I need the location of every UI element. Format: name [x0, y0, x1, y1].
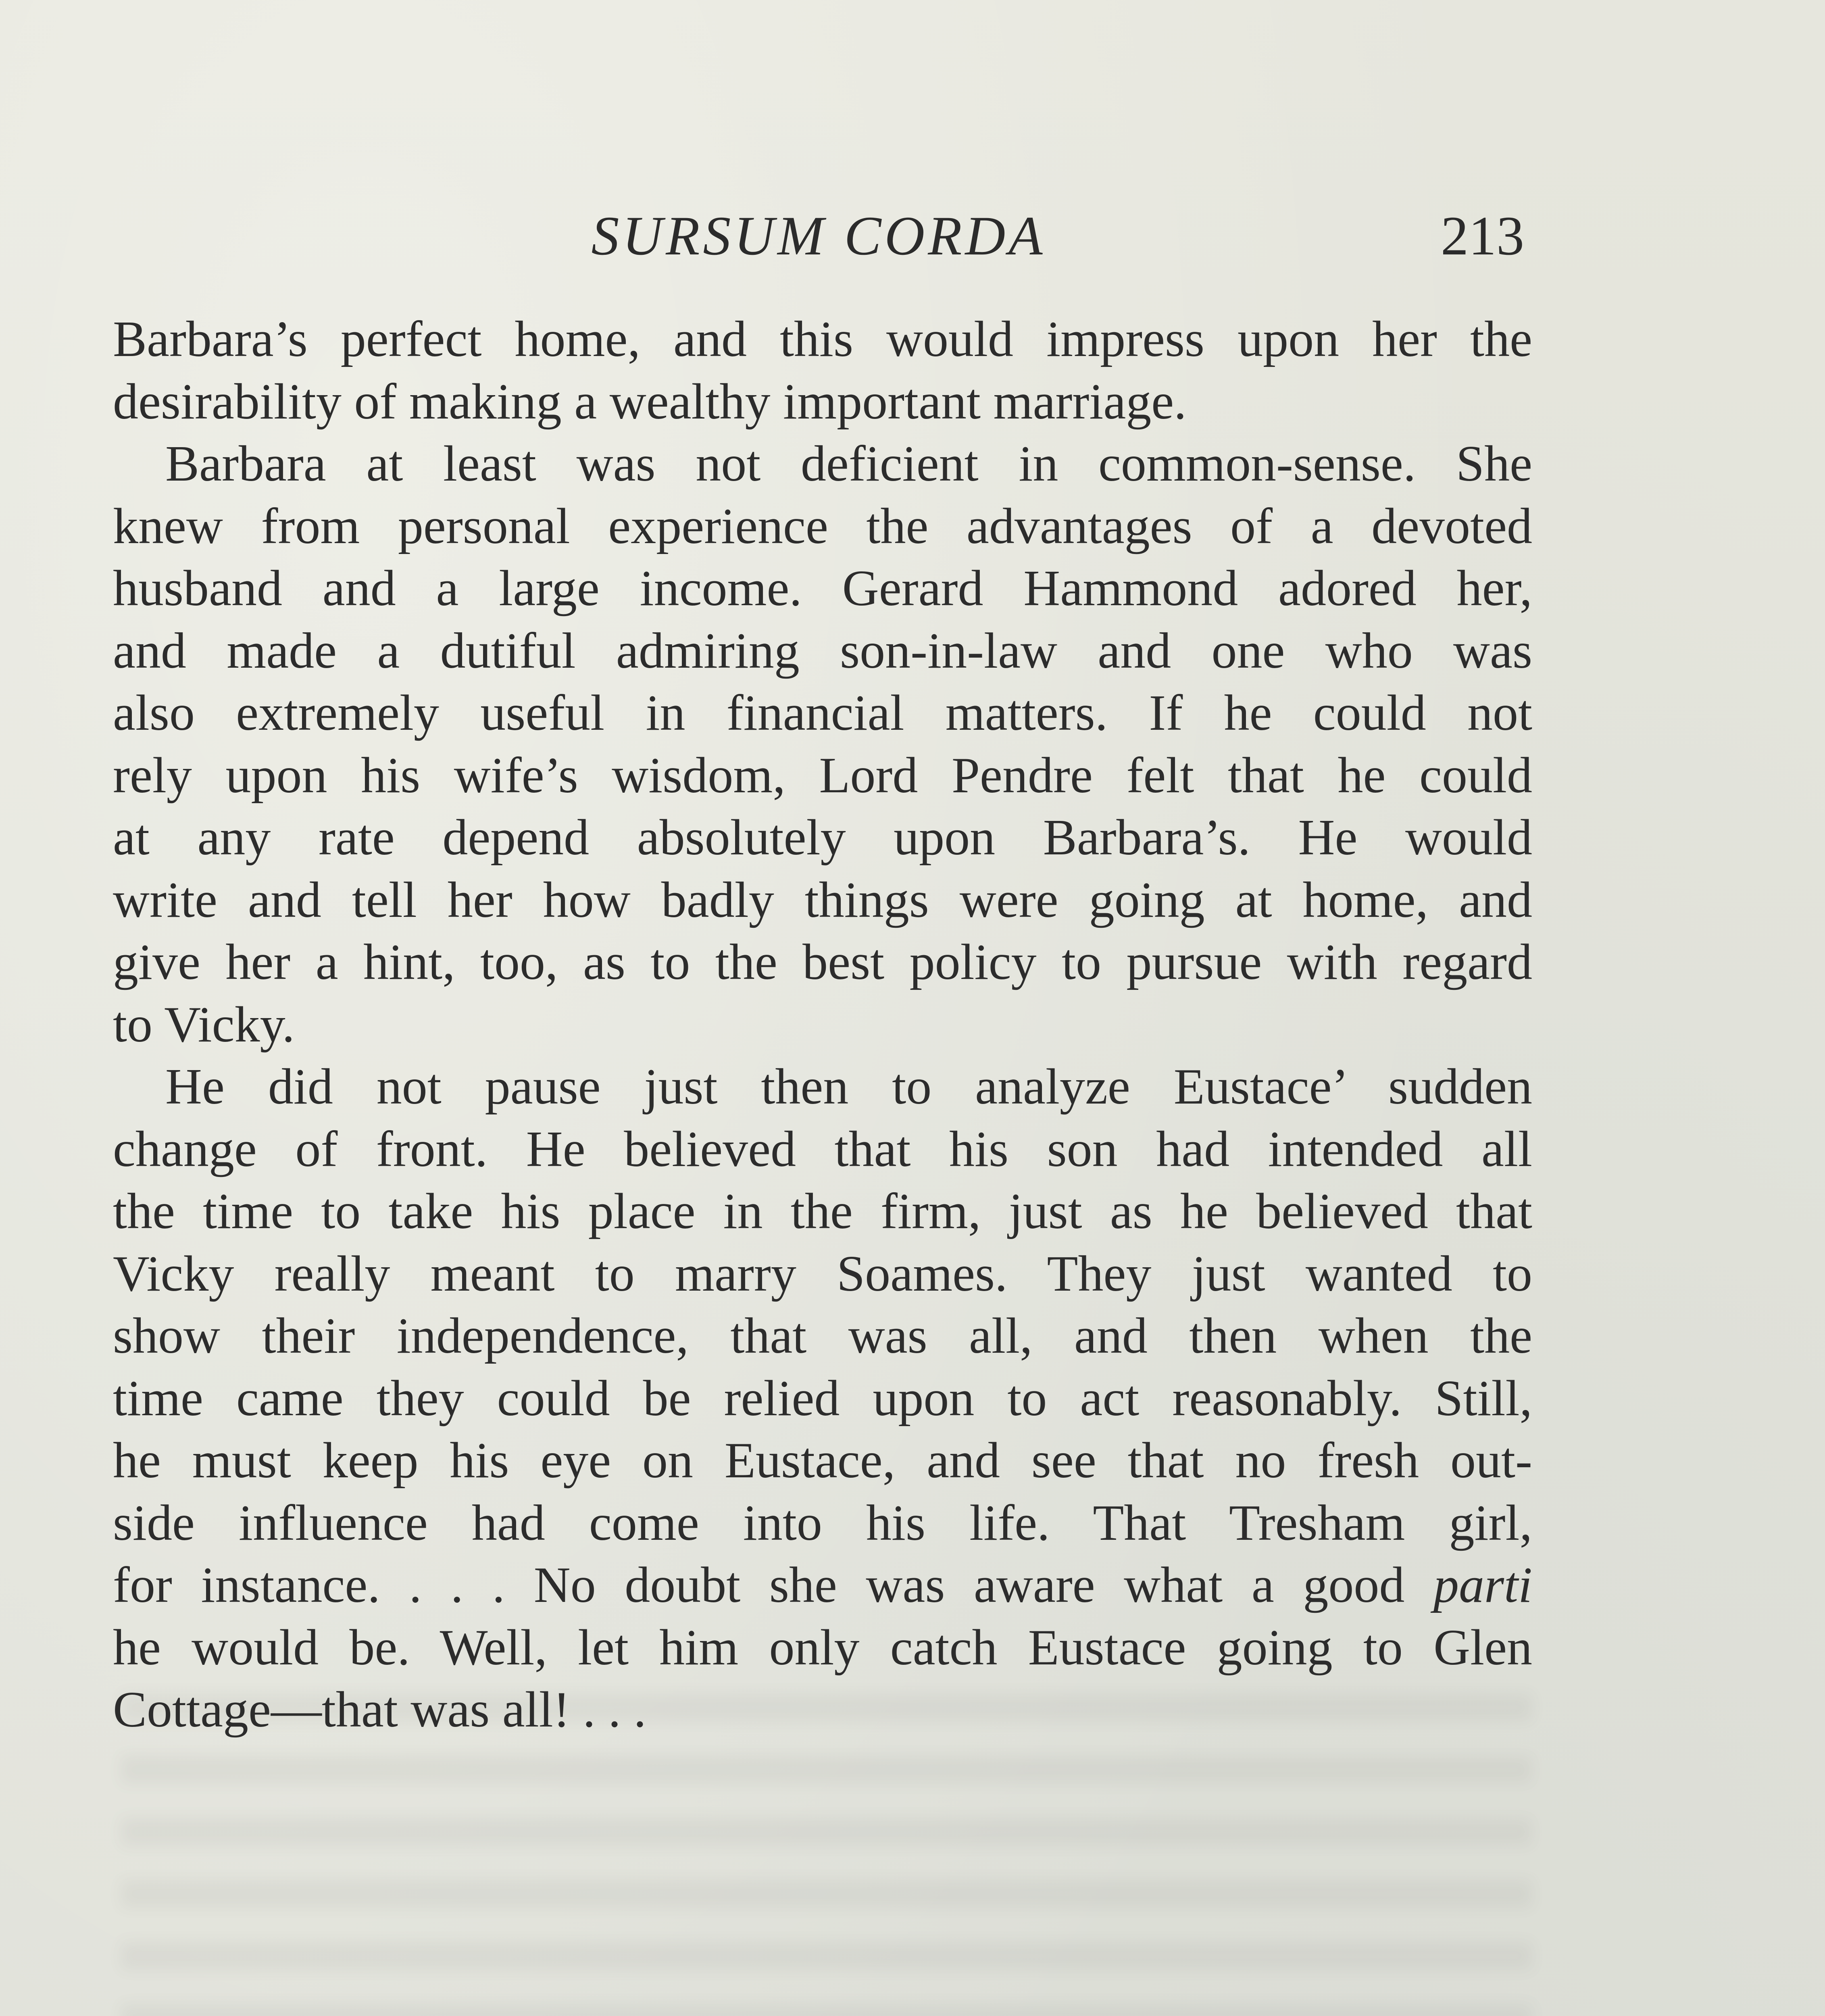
text-line: give her a hint, too, as to the best policy to pursue with regard — [113, 934, 1532, 990]
text-line: time came they could be relied upon to act reasonably. Still, — [113, 1370, 1532, 1427]
text-line: Barbara’s perfect home, and this would impress upon her the — [113, 311, 1532, 367]
text-line: Vicky really meant to marry Soames. They just wanted to — [113, 1245, 1532, 1302]
text-line: Barbara at least was not deficient in common-sense. She — [165, 436, 1532, 492]
text-line: desirability of making a wealthy important marriage. — [113, 373, 1187, 430]
paragraph-2 — [113, 433, 1532, 1056]
text-line: change of front. He believed that his son had intended all — [113, 1121, 1532, 1177]
text-line: at any rate depend absolutely upon Barbara’s. He would — [113, 810, 1532, 866]
text-line: for instance. . . . No doubt she was aware what a good parti — [113, 1557, 1532, 1613]
text-line: husband and a large income. Gerard Hammond adored her, — [113, 560, 1532, 616]
page-number: 213 — [1441, 205, 1524, 267]
running-header — [113, 204, 1524, 272]
text-line: and made a dutiful admiring son-in-law and one who was — [113, 623, 1532, 679]
body-text — [113, 308, 1532, 1741]
text-line: he must keep his eye on Eustace, and see that no fresh out- — [113, 1433, 1532, 1489]
text-line: the time to take his place in the firm, just as he believed that — [113, 1183, 1532, 1239]
text-line: also extremely useful in financial matters. If he could not — [113, 685, 1532, 741]
text-line: to Vicky. — [113, 996, 295, 1053]
text-line: he would be. Well, let him only catch Eustace going to Glen — [113, 1619, 1532, 1676]
italic-word: parti — [1433, 1557, 1532, 1613]
text-line: Cottage—that was all! . . . — [113, 1682, 646, 1738]
text-line: He did not pause just then to analyze Eustace’ sudden — [165, 1059, 1532, 1115]
text-line: side influence had come into his life. That Tresham girl, — [113, 1495, 1532, 1551]
paragraph-1 — [113, 308, 1532, 433]
text-line: rely upon his wife’s wisdom, Lord Pendre felt that he could — [113, 747, 1532, 804]
text-line: knew from personal experience the advantages of a devoted — [113, 498, 1532, 554]
text-line: show their independence, that was all, and then when the — [113, 1308, 1532, 1364]
paragraph-3 — [113, 1056, 1532, 1741]
show-through-text — [121, 1693, 1532, 2016]
running-title: SURSUM CORDA — [591, 205, 1046, 267]
text-line: write and tell her how badly things were going at home, and — [113, 872, 1532, 928]
